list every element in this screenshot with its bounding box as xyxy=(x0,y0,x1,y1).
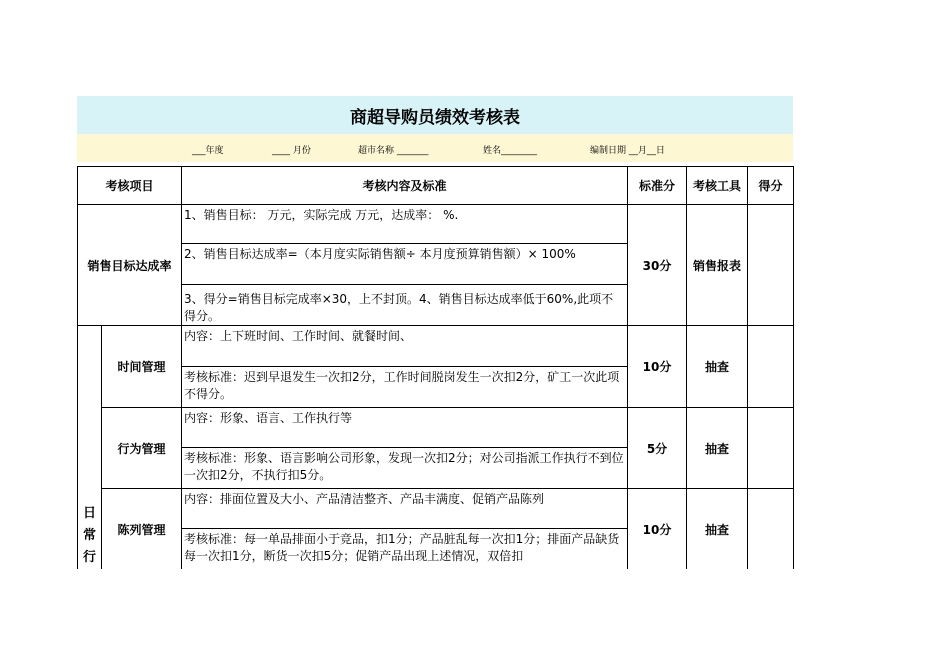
sales-row-1 xyxy=(78,205,794,244)
display-content: 内容：排面位置及大小、产品清洁整齐、产品丰满度、促销产品陈列 xyxy=(182,489,628,529)
time-tool: 抽查 xyxy=(687,326,748,408)
daily-label xyxy=(78,326,102,570)
sheet-title: 商超导购员绩效考核表 xyxy=(77,96,793,134)
display-standard: 考核标准：每一单品排面小于竞品，扣1分；产品脏乱每一次扣1分；排面产品缺货每一次扣1分，断货一次扣5分；促销产品出现上述情况，双倍扣 xyxy=(182,529,628,570)
sales-tool: 销售报表 xyxy=(687,205,748,326)
sales-got-cell[interactable] xyxy=(748,205,794,326)
time-score: 10分 xyxy=(628,326,687,408)
year-field[interactable]: ___年度 xyxy=(192,146,224,156)
page-bottom-mask xyxy=(77,569,795,609)
sheet-subheader xyxy=(77,134,793,162)
display-got-cell[interactable] xyxy=(748,489,794,570)
header-got: 得分 xyxy=(748,167,794,205)
display-tool: 抽查 xyxy=(687,489,748,570)
daily-row-display-content xyxy=(78,489,794,529)
header-content: 考核内容及标准 xyxy=(182,167,628,205)
header-tool: 考核工具 xyxy=(687,167,748,205)
behavior-label: 行为管理 xyxy=(102,408,182,489)
display-score: 10分 xyxy=(628,489,687,570)
time-got-cell[interactable] xyxy=(748,326,794,408)
store-field[interactable]: 超市名称 _______ xyxy=(358,146,429,156)
sales-score: 30分 xyxy=(628,205,687,326)
assessment-table xyxy=(77,166,794,570)
behavior-standard: 考核标准：形象、语言影响公司形象，发现一次扣2分；对公司指派工作执行不到位一次扣2分，不执行扣5分。 xyxy=(182,448,628,489)
time-content: 内容：上下班时间、工作时间、就餐时间、 xyxy=(182,326,628,367)
time-label: 时间管理 xyxy=(102,326,182,408)
sales-line-2: 2、销售目标达成率=（本月度实际销售额÷ 本月度预算销售额）× 100% xyxy=(182,244,628,285)
header-item: 考核项目 xyxy=(78,167,182,205)
sales-label: 销售目标达成率 xyxy=(78,205,182,326)
daily-row-time-content xyxy=(78,326,794,367)
date-field[interactable]: 编制日期 __月__日 xyxy=(590,146,665,156)
display-label: 陈列管理 xyxy=(102,489,182,570)
name-field[interactable]: 姓名________ xyxy=(483,146,538,156)
behavior-score: 5分 xyxy=(628,408,687,489)
month-field[interactable]: ____ 月份 xyxy=(272,146,311,156)
daily-row-behavior-content xyxy=(78,408,794,448)
behavior-content: 内容：形象、语言、工作执行等 xyxy=(182,408,628,448)
header-row xyxy=(78,167,794,205)
behavior-got-cell[interactable] xyxy=(748,408,794,489)
header-score: 标准分 xyxy=(628,167,687,205)
time-standard: 考核标准：迟到早退发生一次扣2分，工作时间脱岗发生一次扣2分，矿工一次此项不得分。 xyxy=(182,367,628,408)
daily-label-text: 日常行 xyxy=(82,506,96,565)
behavior-tool: 抽查 xyxy=(687,408,748,489)
sales-line-1: 1、销售目标： 万元，实际完成 万元，达成率： %. xyxy=(182,205,628,244)
sales-line-3: 3、得分=销售目标完成率×30，上不封顶。4、销售目标达成率低于60%,此项不得分。 xyxy=(182,285,628,326)
